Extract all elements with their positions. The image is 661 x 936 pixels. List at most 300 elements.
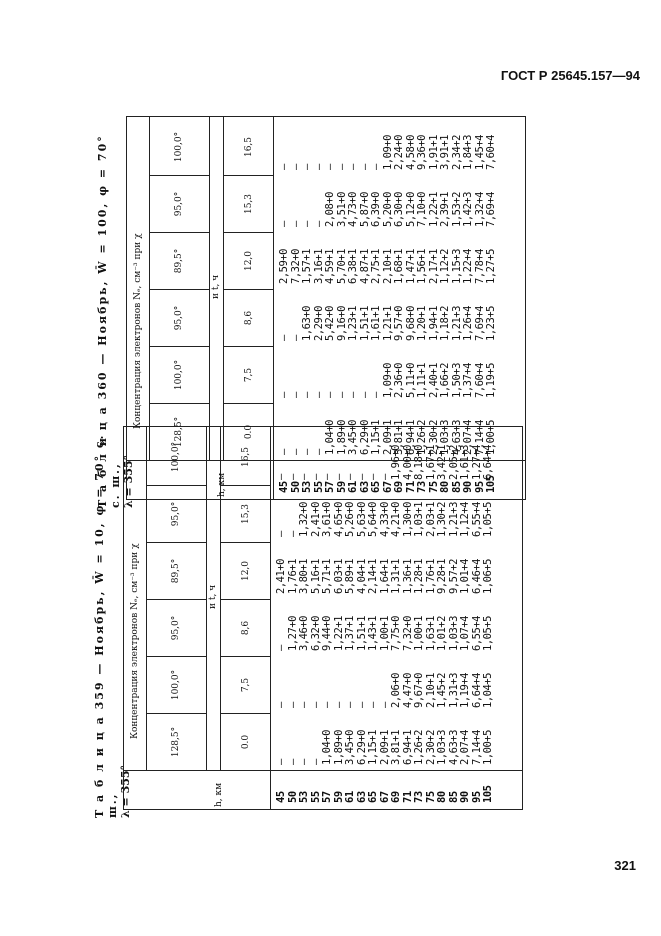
table-cell: 8,18+0	[413, 445, 425, 480]
table-cell: —	[289, 221, 302, 227]
value-column	[276, 613, 495, 651]
table-cell: 7,69+4	[473, 306, 486, 341]
time-header: и t, ч	[208, 584, 218, 609]
table-cell: 5,20+0	[381, 192, 394, 227]
table-cell: 1,28+1	[413, 559, 425, 594]
table-cell: 2,36+0	[393, 363, 405, 398]
table-cell: 5,26+0	[344, 502, 356, 537]
t-header: 16,5	[244, 136, 254, 158]
t-header: 7,5	[244, 367, 254, 383]
table-cell: 1,04+0	[321, 730, 333, 765]
table-cell: —	[370, 164, 382, 170]
value-column	[279, 189, 498, 227]
t-header: 7,5	[241, 677, 251, 693]
grid-line	[209, 117, 210, 461]
table-cell: 3,46+0	[298, 616, 310, 651]
table-cell: —	[312, 221, 325, 227]
table-cell: —	[301, 392, 313, 398]
table-cell: 1,43+1	[367, 616, 379, 651]
table-cell: 1,51+1	[358, 306, 371, 341]
table-cell: 1,03+3	[447, 616, 460, 651]
grid-line	[127, 460, 525, 461]
table-cell: —	[298, 702, 310, 708]
table-cell: 4,58+0	[404, 135, 417, 170]
table-cell: 6,55+4	[470, 616, 483, 651]
table-cell: —	[298, 474, 310, 480]
grid-line	[149, 403, 209, 404]
table-cell: 1,09+0	[381, 135, 394, 170]
table-cell: 1,32+0	[298, 502, 310, 537]
table-cell: 1,18+2	[439, 306, 451, 341]
table-cell: 2,09+1	[378, 730, 391, 765]
grid-line	[223, 403, 273, 404]
height-column	[276, 773, 495, 803]
table-cell: 1,22+4	[462, 249, 474, 284]
table-cell: 1,64+1	[378, 559, 391, 594]
table-cell: —	[278, 221, 290, 227]
table-cell: 1,15+1	[367, 730, 379, 765]
table-cell: 1,50+3	[450, 363, 463, 398]
table-cell: 6,03+1	[332, 559, 345, 594]
table-cell: —	[378, 702, 391, 708]
table-cell: 5,71+1	[321, 559, 333, 594]
page-number: 321	[614, 858, 636, 873]
table-cell: 6,64+4	[482, 445, 494, 480]
t-header: 15,3	[244, 193, 254, 215]
table-cell: 3,51+0	[335, 192, 348, 227]
table-cell: —	[355, 474, 368, 480]
table-cell: 2,75+1	[370, 249, 382, 284]
caption-line-1: Т а б л и ц а 360 — Ноябрь, W̄ = 100, φ = 70° с. ш.,	[96, 134, 122, 508]
table-cell: 9,28+1	[436, 559, 448, 594]
t-header: 16,5	[241, 446, 251, 468]
table-cell: 6,55+4	[470, 502, 483, 537]
chi-header: 95,0°	[174, 191, 184, 217]
table-cell: 6,94+1	[401, 730, 414, 765]
table-cell: 5,16+1	[309, 559, 322, 594]
table-cell: 9,57+0	[393, 306, 405, 341]
chi-header: 100,0°	[174, 359, 184, 391]
time-header: и t, ч	[211, 274, 221, 299]
table-cell: 1,23+5	[485, 306, 497, 341]
table-cell: 1,76+1	[424, 559, 437, 594]
table-cell: 3,91+1	[439, 135, 451, 170]
caption-line-1: Т а б л и ц а 359 — Ноябрь, W̄ = 10, φ = 70° с. ш.,	[93, 433, 119, 818]
table-cell: 6,94+1	[404, 420, 417, 455]
t-header: 8,6	[244, 310, 254, 326]
table-cell: 1,91+1	[427, 135, 440, 170]
chi-header: 89,5°	[171, 558, 181, 584]
table-cell: 75	[424, 791, 437, 803]
table-cell: 1,68+1	[393, 249, 405, 284]
table-cell: 1,12+4	[459, 502, 471, 537]
table-cell: —	[289, 392, 302, 398]
table-cell: 7,10+0	[416, 192, 428, 227]
table-cell: 1,27+4	[470, 445, 483, 480]
table-cell: 5,63+0	[355, 502, 368, 537]
table-cell: 9,36+0	[416, 135, 428, 170]
grid-line	[146, 542, 206, 543]
t-header: 0.0	[244, 424, 254, 440]
table-cell: 1,26+2	[413, 730, 425, 765]
table-cell: —	[358, 164, 371, 170]
value-column	[276, 670, 495, 708]
table-cell: —	[289, 449, 302, 455]
table-cell: 5,12+0	[404, 192, 417, 227]
table-cell: 4,63+3	[447, 730, 460, 765]
grid-line	[149, 289, 209, 290]
table-cell: 1,03+1	[413, 502, 425, 537]
table-cell: 6,29+0	[358, 420, 371, 455]
chi-header: 128,5°	[171, 726, 181, 758]
table-cell: 50	[289, 481, 302, 493]
table-cell: 5,87+0	[358, 192, 371, 227]
grid-line	[223, 346, 273, 347]
grid-line	[146, 599, 206, 600]
table-cell: 1,32+4	[473, 192, 486, 227]
table-cell: 1,89+0	[335, 420, 348, 455]
table-cell: 3,42+1	[436, 445, 448, 480]
value-column	[279, 132, 498, 170]
table-cell: 2,10+1	[424, 673, 437, 708]
table-cell: 7,60+4	[473, 363, 486, 398]
table-cell: —	[347, 164, 359, 170]
table-cell: 1,31+3	[447, 673, 460, 708]
table-cell: 55	[312, 481, 325, 493]
grid-line	[220, 542, 270, 543]
value-column	[276, 727, 495, 765]
table-cell: —	[378, 474, 391, 480]
table-cell: 1,51+1	[355, 616, 368, 651]
table-cell: 50	[286, 791, 299, 803]
table-cell: —	[278, 164, 290, 170]
table-cell: 1,12+2	[439, 249, 451, 284]
table-cell: 1,04+5	[482, 673, 494, 708]
table-cell: 1,15+3	[450, 249, 463, 284]
table-cell: —	[286, 702, 299, 708]
value-column	[279, 246, 498, 284]
table-cell: 1,89+0	[332, 730, 345, 765]
table-cell: 1,94+1	[427, 306, 440, 341]
grid-line	[149, 175, 209, 176]
table-cell: 1,45+2	[436, 673, 448, 708]
table-cell: 1,61+1	[370, 306, 382, 341]
table-cell: 1,00+1	[378, 616, 391, 651]
table-cell: 1,07+4	[459, 616, 471, 651]
table-cell: 7,32+0	[401, 616, 414, 651]
caption-line-2: λ = 355°	[122, 454, 135, 508]
table-cell: 1,19+4	[459, 673, 471, 708]
table-cell: 2,07+4	[459, 730, 471, 765]
table-cell: 1,61+3	[459, 445, 471, 480]
table-cell: 2,34+2	[450, 135, 463, 170]
table-cell: 1,05+5	[482, 502, 494, 537]
value-column	[276, 556, 495, 594]
table-cell: 69	[390, 791, 402, 803]
table-cell: 3,61+0	[321, 502, 333, 537]
table-cell: —	[275, 702, 287, 708]
table-cell: 1,63+0	[301, 306, 313, 341]
table-cell: 7,14+4	[473, 420, 486, 455]
table-cell: 2,41+0	[275, 559, 287, 594]
table-cell: 7,32+0	[289, 249, 302, 284]
table-cell: 61	[347, 481, 359, 493]
table-cell: 1,03+3	[436, 730, 448, 765]
table-cell: 6,30+0	[393, 192, 405, 227]
table-cell: 1,00+5	[482, 730, 494, 765]
table-cell: 3,45+0	[344, 730, 356, 765]
table-cell: 65	[367, 791, 379, 803]
table-caption	[96, 114, 135, 508]
table-cell: —	[309, 474, 322, 480]
value-column	[279, 417, 498, 455]
t-header: 8,6	[241, 620, 251, 636]
table-cell: —	[321, 474, 333, 480]
table-cell: 2,17+1	[427, 249, 440, 284]
table-cell: 80	[436, 791, 448, 803]
table-cell: 1,26+4	[462, 306, 474, 341]
table-cell: —	[286, 474, 299, 480]
page-header: ГОСТ Р 25645.157—94	[500, 68, 640, 83]
table-cell: 55	[309, 791, 322, 803]
table-cell: —	[298, 759, 310, 765]
table-cell: 7,75+0	[390, 616, 402, 651]
table-cell: 1,30+0	[401, 502, 414, 537]
table-cell: 57	[324, 481, 336, 493]
table-cell: 2,10+1	[381, 249, 394, 284]
table-cell: 1,06+5	[482, 559, 494, 594]
table-cell: 1,20+1	[416, 306, 428, 341]
table-cell: 2,41+0	[309, 502, 322, 537]
table-cell: 1,37+4	[462, 363, 474, 398]
height-header: h, км	[214, 782, 224, 807]
table-cell: —	[275, 759, 287, 765]
table-cell: 1,01+4	[459, 559, 471, 594]
concentration-header: Концентрация электронов Nₑ, см⁻³ при χ	[130, 543, 140, 739]
grid-line	[220, 599, 270, 600]
table-cell: 6,32+0	[309, 616, 322, 651]
table-cell: —	[309, 702, 322, 708]
grid-line	[223, 175, 273, 176]
table-cell: 67	[381, 481, 394, 493]
table-cell: —	[335, 392, 348, 398]
table-cell: 1,66+2	[439, 363, 451, 398]
chi-header: 100,0°	[171, 669, 181, 701]
table-cell: 1,27+0	[286, 616, 299, 651]
table-cell: 1,22+1	[332, 616, 345, 651]
table-cell: 9,67+0	[413, 673, 425, 708]
table-cell: 3,80+1	[298, 559, 310, 594]
grid-line	[223, 289, 273, 290]
table-cell: 1,00+5	[485, 420, 497, 455]
chi-header: 95,0°	[171, 615, 181, 641]
grid-line	[146, 656, 206, 657]
table-cell: 5,42+0	[324, 306, 336, 341]
table-cell: 75	[427, 481, 440, 493]
table-cell: —	[275, 531, 287, 537]
table-cell: 45	[275, 791, 287, 803]
table-cell: 5,89+1	[344, 559, 356, 594]
table-cell: —	[312, 164, 325, 170]
table-cell: —	[335, 164, 348, 170]
table-cell: —	[301, 221, 313, 227]
table-cell: 6,29+0	[355, 730, 368, 765]
table-360	[96, 114, 528, 508]
table-cell: 1,47+1	[404, 249, 417, 284]
table-cell: 1,22+1	[427, 192, 440, 227]
table-cell: 1,09+0	[381, 363, 394, 398]
table-cell: 2,03+1	[424, 502, 437, 537]
table-cell: 4,21+0	[390, 502, 402, 537]
grid-line	[149, 346, 209, 347]
table-cell: 1,27+5	[485, 249, 497, 284]
table-cell: 2,30+2	[427, 420, 440, 455]
t-header: 0.0	[241, 734, 251, 750]
table-cell: 6,38+1	[347, 249, 359, 284]
table-cell: 1,11+1	[416, 363, 428, 398]
table-cell: 1,96+0	[390, 445, 402, 480]
table-cell: 4,04+1	[355, 559, 368, 594]
table-cell: 2,30+2	[424, 730, 437, 765]
table-cell: 4,47+0	[401, 673, 414, 708]
table-cell: 1,76+1	[286, 559, 299, 594]
table-cell: 80	[439, 481, 451, 493]
table-cell: 73	[413, 791, 425, 803]
table-cell: —	[332, 702, 345, 708]
table-cell: 2,24+0	[393, 135, 405, 170]
table-cell: 85	[447, 791, 460, 803]
table-cell: 1,56+1	[416, 249, 428, 284]
table-cell: 95	[473, 481, 486, 493]
table-cell: 6,39+0	[370, 192, 382, 227]
chi-header: 100,0°	[171, 441, 181, 473]
table-cell: —	[309, 759, 322, 765]
table-cell: 4,59+1	[324, 249, 336, 284]
table-cell: 1,21+3	[447, 502, 460, 537]
table-cell: 1,21+1	[381, 306, 394, 341]
concentration-header: Концентрация электронов Nₑ, см⁻³ при χ	[133, 233, 143, 429]
table-cell: 5,11+0	[404, 363, 417, 398]
table-cell: 1,26+2	[416, 420, 428, 455]
table-cell: 6,46+4	[470, 559, 483, 594]
table-cell: 3,45+0	[347, 420, 359, 455]
table-cell: 61	[344, 791, 356, 803]
table-cell: 4,00+0	[401, 445, 414, 480]
table-cell: 1,23+1	[347, 306, 359, 341]
table-cell: 5,70+1	[335, 249, 348, 284]
table-cell: —	[370, 392, 382, 398]
table-cell: 4,33+0	[378, 502, 391, 537]
table-cell: 2,40+1	[427, 363, 440, 398]
table-cell: 71	[401, 791, 414, 803]
table-cell: —	[344, 474, 356, 480]
table-cell: 1,53+2	[450, 192, 463, 227]
table-cell: —	[278, 392, 290, 398]
table-cell: 90	[462, 481, 474, 493]
table-cell: 1,31+1	[390, 559, 402, 594]
table-cell: 7,60+4	[485, 135, 497, 170]
grid-line	[223, 232, 273, 233]
caption-line-2: λ = 355°	[119, 764, 132, 818]
table-cell: —	[324, 164, 336, 170]
table-cell: 7,78+4	[473, 249, 486, 284]
table-cell: —	[275, 645, 287, 651]
table-cell: 53	[298, 791, 310, 803]
table-cell: —	[286, 531, 299, 537]
table-cell: 65	[370, 481, 382, 493]
table-cell: —	[332, 474, 345, 480]
table-cell: 95	[470, 791, 483, 803]
table-cell: 59	[332, 791, 345, 803]
table-cell: 7,14+4	[470, 730, 483, 765]
t-header: 12,0	[241, 560, 251, 582]
table-cell: 6,64+4	[470, 673, 483, 708]
table-cell: 2,09+1	[381, 420, 394, 455]
chi-header: 95,0°	[174, 305, 184, 331]
grid-line	[220, 713, 270, 714]
table-cell: —	[286, 759, 299, 765]
table-cell: 57	[321, 791, 333, 803]
table-cell: 53	[301, 481, 313, 493]
table-cell: 1,57+1	[301, 249, 313, 284]
table-cell: 1,36+1	[401, 559, 414, 594]
height-header: h, км	[217, 472, 227, 497]
table-cell: 1,30+2	[436, 502, 448, 537]
table-cell: 105	[482, 785, 494, 803]
table-cell: 1,05+5	[482, 616, 494, 651]
table-cell: 1,04+0	[324, 420, 336, 455]
table-cell: —	[301, 449, 313, 455]
table-cell: 7,69+4	[485, 192, 497, 227]
table-cell: 1,15+1	[370, 420, 382, 455]
table-cell: 1,42+3	[462, 192, 474, 227]
value-column	[279, 360, 498, 398]
table-cell: —	[344, 702, 356, 708]
table-cell: —	[301, 164, 313, 170]
table-cell: 3,16+1	[312, 249, 325, 284]
table-cell: 2,07+4	[462, 420, 474, 455]
table-cell: —	[289, 164, 302, 170]
grid-line	[220, 656, 270, 657]
height-column	[279, 463, 498, 493]
chi-header: 89,5°	[174, 248, 184, 274]
table-cell: 9,68+0	[404, 306, 417, 341]
table-cell: 1,67+1	[424, 445, 437, 480]
t-header: 15,3	[241, 503, 251, 525]
table-cell: 2,08+0	[324, 192, 336, 227]
table-cell: 85	[450, 481, 463, 493]
table-cell: —	[358, 392, 371, 398]
table-cell: 9,57+2	[447, 559, 460, 594]
table-cell: 105	[485, 475, 497, 493]
table-cell: —	[367, 702, 379, 708]
table-cell: 2,05+2	[447, 445, 460, 480]
table-cell: 4,73+0	[347, 192, 359, 227]
table-cell: 5,64+0	[367, 502, 379, 537]
table-cell: 2,39+1	[439, 192, 451, 227]
table-cell: 4,87+1	[358, 249, 371, 284]
table-cell: 1,84+3	[462, 135, 474, 170]
table-cell: 2,29+0	[312, 306, 325, 341]
chi-header: 95,0°	[171, 501, 181, 527]
table-cell: 1,63+1	[424, 616, 437, 651]
table-cell: 90	[459, 791, 471, 803]
table-cell: 1,00+1	[413, 616, 425, 651]
table-cell: 67	[378, 791, 391, 803]
table-cell: 1,45+4	[473, 135, 486, 170]
table-cell: 1,01+2	[436, 616, 448, 651]
table-cell: 3,81+1	[393, 420, 405, 455]
